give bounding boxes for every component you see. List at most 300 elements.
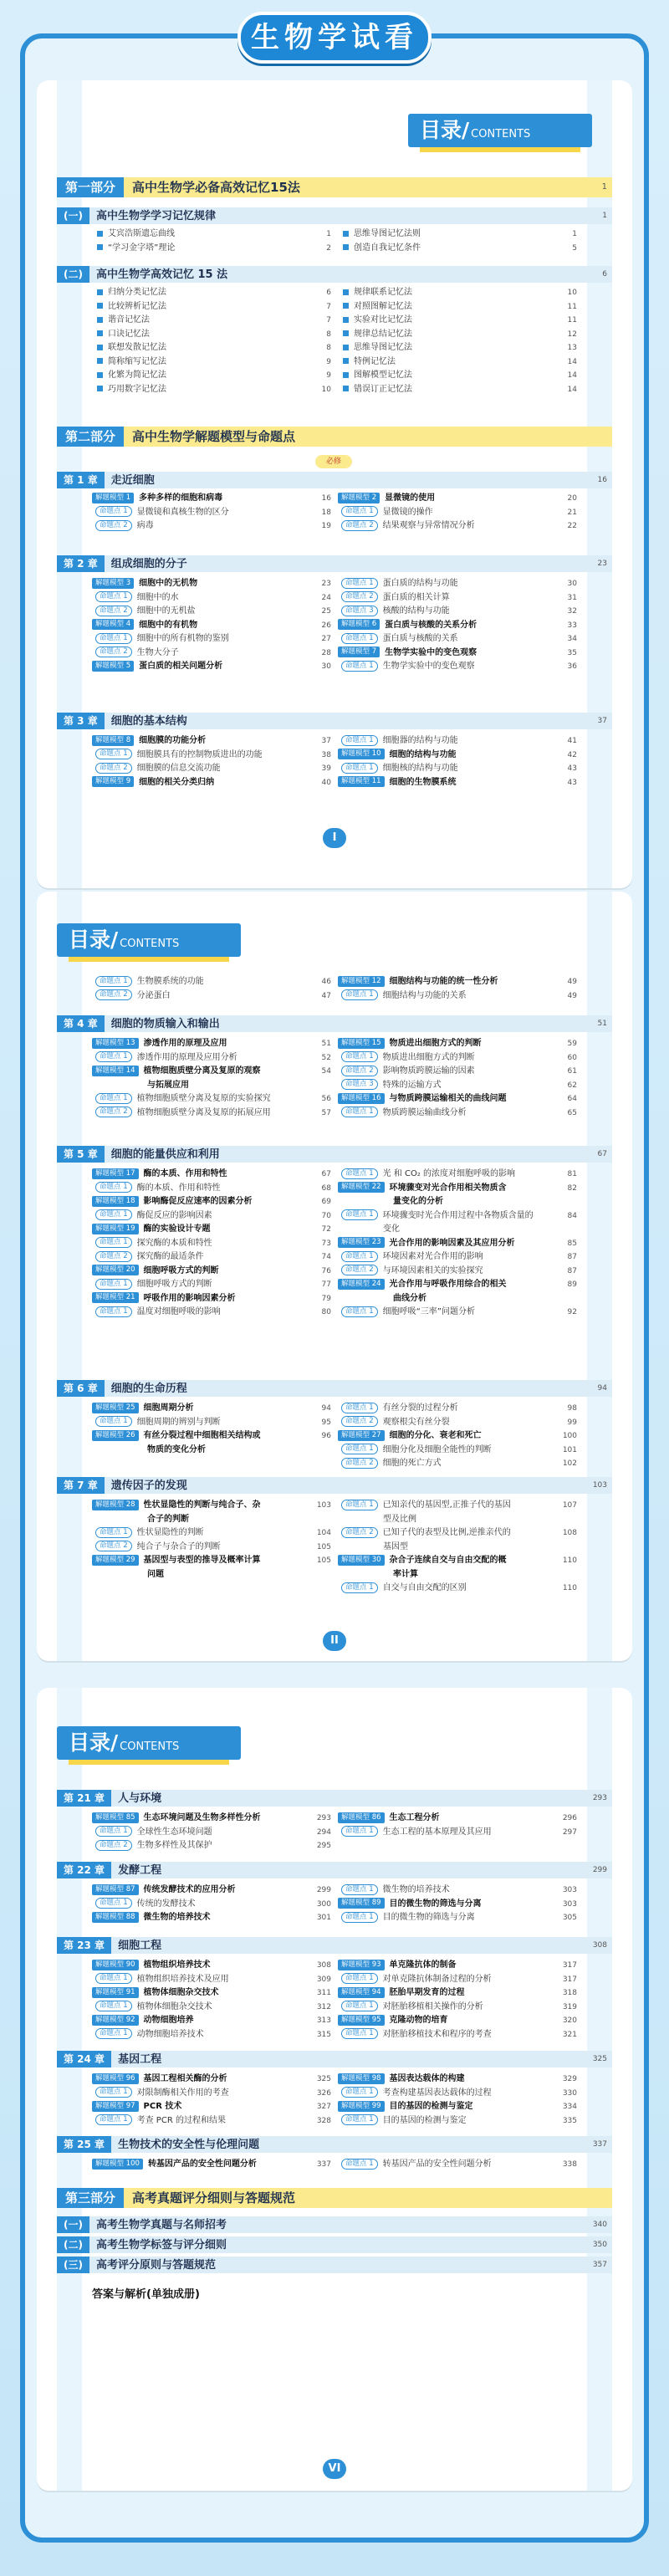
toc-entry[interactable] (338, 762, 577, 776)
toc-entry[interactable] (338, 227, 577, 242)
chapter-heading[interactable] (57, 1146, 612, 1163)
toc-entry[interactable] (92, 776, 331, 790)
toc-entry[interactable] (92, 734, 331, 749)
toc-column (338, 492, 577, 534)
toc-entry[interactable] (92, 1306, 331, 1320)
chapter-heading-page: 299 (592, 1866, 607, 1874)
bullet-icon (343, 231, 349, 237)
toc-entry[interactable] (92, 1079, 331, 1093)
bullet-icon (343, 372, 349, 378)
model-label: 解题模型 86 (338, 1812, 385, 1823)
toc-entry[interactable] (338, 1526, 577, 1541)
toc-entry[interactable] (338, 2114, 577, 2129)
toc-entry[interactable] (92, 1911, 331, 1925)
point-label: 命题点 1 (95, 1237, 132, 1248)
toc-column (338, 1499, 577, 1596)
toc-entry[interactable] (92, 1526, 331, 1541)
section-heading[interactable] (57, 266, 612, 283)
toc-entry[interactable] (338, 1402, 577, 1416)
entry-title: 巧用数字记忆法 (108, 384, 166, 394)
entry-page: 103 (316, 1501, 331, 1510)
toc-entry[interactable] (338, 328, 577, 342)
toc-column (92, 975, 331, 1003)
point-label: 命题点 2 (341, 1527, 378, 1538)
point-label: 命题点 2 (95, 1251, 132, 1262)
toc-entry[interactable] (92, 605, 331, 619)
entry-page: 69 (321, 1198, 331, 1206)
toc-entry[interactable] (92, 762, 331, 776)
entry-title: 环境骤变对光合作用相关物质含 (389, 1183, 507, 1193)
entry-title: 影响酶促反应速率的因素分析 (143, 1197, 253, 1206)
toc-entry[interactable] (338, 1826, 577, 1840)
point-label: 命题点 1 (95, 2087, 132, 2098)
section-heading-tag: (一) (57, 207, 89, 224)
toc-entry[interactable] (338, 619, 577, 633)
toc-entry[interactable] (92, 1182, 331, 1196)
point-label: 命题点 1 (95, 633, 132, 644)
entry-page: 43 (567, 764, 577, 773)
bullet-icon (97, 330, 103, 336)
toc-entry[interactable] (338, 383, 577, 397)
chapter-heading[interactable] (57, 555, 612, 572)
entry-title: 细胞分化及细胞全能性的判断 (382, 1444, 492, 1454)
toc-entry[interactable] (338, 1037, 577, 1051)
toc-entry[interactable] (92, 492, 331, 506)
toc-entry[interactable] (92, 1429, 331, 1444)
point-label: 命题点 2 (341, 1458, 378, 1469)
toc-entry[interactable] (338, 1223, 577, 1237)
entry-page: 337 (316, 2160, 331, 2169)
toc-entry[interactable] (92, 2001, 331, 2015)
toc-column (92, 1812, 331, 1853)
bullet-icon (97, 386, 103, 391)
entry-title: 多种多样的细胞和病毒 (139, 493, 223, 503)
toc-entry[interactable] (92, 1250, 331, 1265)
toc-entry[interactable] (92, 1839, 331, 1853)
chapter-heading[interactable] (57, 1862, 612, 1878)
part-heading[interactable] (57, 177, 612, 197)
toc-entry[interactable] (92, 1986, 331, 2001)
toc-entry[interactable] (338, 1278, 577, 1292)
toc-entry[interactable] (338, 355, 577, 370)
bullet-icon (343, 289, 349, 295)
chapter-heading[interactable] (57, 1477, 612, 1494)
toc-entry[interactable] (338, 2073, 577, 2087)
toc-entry[interactable] (92, 1051, 331, 1066)
chapter-heading[interactable] (57, 2136, 612, 2153)
toc-entry[interactable] (92, 1195, 331, 1209)
toc-entry[interactable] (338, 1554, 577, 1568)
toc-entry[interactable] (338, 660, 577, 674)
toc-entry[interactable] (92, 591, 331, 606)
toc-entry[interactable] (92, 1168, 331, 1182)
toc-entry[interactable] (338, 577, 577, 591)
toc-entry[interactable] (92, 519, 331, 534)
toc-entry[interactable] (92, 1037, 331, 1051)
entry-page: 296 (562, 1814, 577, 1822)
chapter-heading[interactable] (57, 1790, 612, 1807)
toc-entry[interactable] (92, 2073, 331, 2087)
toc-entry[interactable] (92, 975, 331, 989)
entry-page: 92 (567, 1308, 577, 1316)
toc-entry[interactable] (92, 314, 331, 328)
model-label: 解题模型 10 (338, 749, 385, 759)
entry-page: 41 (567, 737, 577, 745)
toc-entry[interactable] (92, 660, 331, 674)
toc-entry[interactable] (92, 1092, 331, 1107)
entry-page: 301 (316, 1914, 331, 1922)
toc-entry[interactable] (338, 369, 577, 383)
toc-entry[interactable] (92, 2100, 331, 2114)
toc-entry[interactable] (338, 632, 577, 647)
entry-title: 酶的实验设计专题 (143, 1224, 211, 1234)
toc-entry[interactable] (338, 1209, 577, 1224)
toc-column (338, 1883, 577, 1925)
entry-title: 细胞中的无机物 (139, 579, 198, 588)
toc-entry[interactable] (338, 1250, 577, 1265)
entry-title: 目的微生物的筛选与分离 (389, 1899, 482, 1909)
toc-entry[interactable] (338, 776, 577, 790)
toc-entry[interactable] (338, 975, 577, 989)
part-heading-tag: 第三部分 (57, 2188, 124, 2208)
toc-subtitle: CONTENTS (471, 128, 531, 141)
toc-entry[interactable] (92, 506, 331, 520)
section-heading[interactable] (57, 207, 612, 224)
toc-entry[interactable] (92, 1513, 331, 1527)
toc-entry[interactable] (338, 1582, 577, 1596)
toc-entry[interactable] (338, 1541, 577, 1555)
toc-entry[interactable] (338, 1883, 577, 1898)
page-title: 生物学试看 (237, 12, 432, 64)
entry-title: 纯合子与杂合子的判断 (136, 1541, 221, 1551)
entry-title: 已知子代的表型及比例,逆推亲代的 (382, 1528, 511, 1537)
toc-entry[interactable] (338, 1306, 577, 1320)
part-heading[interactable] (57, 2188, 612, 2208)
toc-entry[interactable] (92, 1883, 331, 1898)
entry-page: 77 (321, 1280, 331, 1289)
toc-entry[interactable] (92, 286, 331, 300)
toc-entry[interactable] (92, 1402, 331, 1416)
bullet-icon (97, 317, 103, 323)
toc-entry[interactable] (338, 1812, 577, 1826)
point-label: 命题点 1 (95, 1826, 132, 1837)
model-label: 解题模型 97 (92, 2101, 139, 2112)
toc-entry[interactable] (92, 227, 331, 242)
toc-entry[interactable] (92, 242, 331, 256)
chapter-heading[interactable] (57, 472, 612, 488)
toc-entry[interactable] (338, 506, 577, 520)
entry-page: 326 (316, 2088, 331, 2098)
part-heading-tag: 第二部分 (57, 427, 124, 447)
toc-entry[interactable] (338, 1911, 577, 1925)
chapter-heading-title: 细胞的基本结构 (110, 715, 187, 728)
entry-title: 显微镜和真核生物的区分 (136, 507, 229, 517)
chapter-heading-title: 生物技术的安全性与伦理问题 (118, 2139, 260, 2151)
toc-entry[interactable] (92, 1278, 331, 1292)
entry-page: 51 (321, 1040, 331, 1048)
model-label: 解题模型 26 (92, 1430, 139, 1441)
entry-page: 87 (567, 1253, 577, 1261)
toc-title: 目录 (420, 118, 462, 142)
chapter-heading-page: 16 (597, 476, 607, 484)
entry-page: 74 (321, 1253, 331, 1261)
toc-entry[interactable] (92, 1898, 331, 1912)
toc-heading-underline (420, 147, 580, 152)
model-label: 解题模型 6 (338, 619, 380, 630)
toc-entry[interactable] (338, 2087, 577, 2101)
point-label: 命题点 1 (95, 506, 132, 517)
entry-title: 细胞中的无机盐 (136, 606, 196, 616)
toc-entry[interactable] (92, 619, 331, 633)
entry-page: 107 (562, 1501, 577, 1510)
toc-entry[interactable] (92, 2087, 331, 2101)
point-label: 命题点 1 (95, 1279, 132, 1290)
point-label: 命题点 1 (95, 1051, 132, 1062)
toc-entry[interactable] (338, 1444, 577, 1458)
section-heading-page: 340 (592, 2221, 607, 2229)
entry-title: 细胞呼吸方式的判断 (143, 1265, 219, 1275)
toc-entry[interactable] (338, 1568, 577, 1582)
entry-page: 11 (567, 302, 577, 311)
toc-entry[interactable] (338, 1973, 577, 1987)
point-label: 命题点 1 (95, 2114, 132, 2125)
toc-entry[interactable] (338, 1513, 577, 1527)
toc-entry[interactable] (92, 1209, 331, 1224)
toc-entry[interactable] (338, 1237, 577, 1251)
section-heading[interactable] (57, 2257, 612, 2273)
toc-entry[interactable] (338, 341, 577, 355)
part-heading-tag: 第一部分 (57, 177, 124, 197)
bullet-icon (343, 386, 349, 391)
entry-page: 57 (321, 1108, 331, 1117)
entry-title: 物质进出细胞方式的判断 (389, 1039, 482, 1048)
chapter-heading[interactable] (57, 1937, 612, 1954)
model-label: 解题模型 3 (92, 578, 134, 589)
toc-entry[interactable] (338, 1051, 577, 1066)
toc-entry[interactable] (92, 1292, 331, 1306)
toc-entry[interactable] (338, 1457, 577, 1471)
toc-entry[interactable] (338, 2100, 577, 2114)
entry-title: 光合作用与呼吸作用综合的相关 (389, 1280, 507, 1289)
toc-entry[interactable] (338, 1092, 577, 1107)
point-label: 命题点 1 (341, 578, 378, 589)
toc-entry[interactable] (92, 647, 331, 661)
entry-title: 呼吸作用的影响因素分析 (143, 1293, 236, 1303)
toc-subtitle: CONTENTS (120, 938, 180, 950)
chapter-heading-title: 细胞工程 (118, 1940, 162, 1952)
point-label: 命题点 2 (341, 591, 378, 602)
chapter-heading[interactable] (57, 1015, 612, 1032)
toc-entry[interactable] (92, 300, 331, 314)
entry-title: 与拓展应用 (147, 1080, 189, 1090)
entry-page: 84 (567, 1211, 577, 1220)
point-label: 命题点 1 (341, 1884, 378, 1895)
toc-entry[interactable] (92, 1959, 331, 1973)
entry-title: 核酸的结构与功能 (382, 606, 450, 616)
toc-column (338, 577, 577, 674)
point-label: 命题点 1 (95, 2028, 132, 2039)
toc-entry[interactable] (92, 1554, 331, 1568)
entry-title: 生物学实验中的变色观察 (385, 647, 477, 657)
entry-page: 56 (321, 1095, 331, 1103)
toc-entry[interactable] (92, 1107, 331, 1121)
toc-entry[interactable] (92, 1416, 331, 1430)
section-heading-title: 高中生物学高效记忆 15 法 (95, 268, 228, 281)
model-label: 解题模型 95 (338, 2015, 385, 2026)
toc-entry[interactable] (92, 1826, 331, 1840)
page-number: II (323, 1631, 346, 1651)
toc-entry[interactable] (92, 355, 331, 370)
section-heading[interactable] (57, 2236, 612, 2253)
toc-entry[interactable] (92, 577, 331, 591)
entry-page: 305 (562, 1914, 577, 1922)
toc-entry[interactable] (338, 1898, 577, 1912)
entry-page: 14 (567, 357, 577, 366)
toc-entry[interactable] (92, 2114, 331, 2129)
toc-entry[interactable] (92, 328, 331, 342)
point-label: 命题点 1 (341, 989, 378, 1000)
toc-entry[interactable] (92, 749, 331, 763)
entry-title: 思维导图记忆法则 (354, 229, 421, 238)
toc-title: 目录 (69, 1730, 111, 1755)
model-label: 解题模型 92 (92, 2015, 139, 2026)
entry-page: 95 (321, 1418, 331, 1427)
toc-entry[interactable] (92, 2014, 331, 2028)
toc-entry[interactable] (92, 369, 331, 383)
toc-entry[interactable] (338, 591, 577, 606)
toc-entry[interactable] (338, 1986, 577, 2001)
entry-page: 32 (567, 607, 577, 616)
toc-entry[interactable] (338, 1416, 577, 1430)
entry-page: 2 (326, 243, 331, 253)
entry-page: 308 (316, 1961, 331, 1970)
model-label: 解题模型 17 (92, 1168, 139, 1179)
toc-entry[interactable] (338, 1182, 577, 1196)
toc-entry[interactable] (338, 1499, 577, 1513)
chapter-heading-title: 基因工程 (118, 2053, 162, 2066)
chapter-heading-tag: 第 25 章 (57, 2136, 111, 2153)
toc-column (92, 1883, 331, 1925)
toc-heading: 目录/ CONTENTS (408, 114, 592, 147)
toc-entry[interactable] (338, 1168, 577, 1182)
toc-entry[interactable] (338, 300, 577, 314)
chapter-heading[interactable] (57, 713, 612, 729)
section-heading[interactable] (57, 2216, 612, 2233)
toc-entry[interactable] (92, 1541, 331, 1555)
toc-entry[interactable] (92, 1223, 331, 1237)
chapter-heading-page: 51 (597, 1020, 607, 1028)
entry-title: 生态环境问题及生物多样性分析 (143, 1813, 261, 1822)
entry-page: 10 (567, 289, 577, 297)
toc-entry[interactable] (92, 1444, 331, 1458)
entry-title: 全球性生态环境问题 (136, 1827, 212, 1837)
toc-entry[interactable] (92, 1568, 331, 1582)
toc-entry[interactable] (338, 2158, 577, 2172)
toc-entry[interactable] (338, 242, 577, 256)
toc-entry[interactable] (92, 1237, 331, 1251)
part-heading[interactable] (57, 427, 612, 447)
entry-page: 73 (321, 1239, 331, 1248)
toc-entry[interactable] (92, 989, 331, 1004)
toc-entry[interactable] (92, 1973, 331, 1987)
entry-page: 313 (316, 2016, 331, 2025)
toc-entry[interactable] (338, 1265, 577, 1279)
toc-entry[interactable] (338, 1065, 577, 1079)
toc-heading: 目录/ CONTENTS (57, 1726, 241, 1760)
toc-entry[interactable] (338, 1195, 577, 1209)
toc-entry[interactable] (338, 1292, 577, 1306)
entry-page: 31 (567, 593, 577, 602)
entry-title: 细胞膜的信息交流功能 (136, 764, 221, 773)
toc-entry[interactable] (92, 1065, 331, 1079)
entry-title: 细胞呼吸方式的判断 (136, 1280, 212, 1289)
entry-page: 108 (562, 1529, 577, 1537)
toc-entry[interactable] (338, 286, 577, 300)
toc-entry[interactable] (338, 314, 577, 328)
entry-title: 蛋白质的结构与功能 (382, 579, 458, 588)
entry-page: 99 (567, 1418, 577, 1427)
toc-entry[interactable] (338, 1107, 577, 1121)
toc-entry[interactable] (338, 492, 577, 506)
entry-page: 33 (567, 621, 577, 630)
point-label: 命题点 1 (95, 1973, 132, 1984)
toc-entry[interactable] (338, 749, 577, 763)
chapter-heading[interactable] (57, 2051, 612, 2067)
toc-column (92, 1499, 331, 1582)
toc-entry[interactable] (92, 1812, 331, 1826)
toc-entry[interactable] (92, 2158, 331, 2172)
entry-page: 36 (567, 662, 577, 671)
toc-entry[interactable] (338, 647, 577, 661)
toc-entry[interactable] (338, 519, 577, 534)
model-label: 解题模型 8 (92, 735, 134, 746)
toc-entry[interactable] (338, 1959, 577, 1973)
bullet-icon (97, 231, 103, 237)
toc-entry[interactable] (92, 632, 331, 647)
chapter-heading-title: 走近细胞 (110, 474, 155, 487)
entry-page: 317 (562, 1975, 577, 1984)
toc-heading: 目录/ CONTENTS (57, 923, 241, 957)
toc-column (92, 286, 331, 396)
toc-entry[interactable] (338, 1429, 577, 1444)
point-label: 命题点 2 (95, 1107, 132, 1117)
entry-page: 110 (562, 1556, 577, 1565)
toc-entry[interactable] (338, 605, 577, 619)
toc-entry[interactable] (92, 2028, 331, 2042)
toc-entry[interactable] (338, 2028, 577, 2042)
chapter-heading[interactable] (57, 1380, 612, 1397)
entry-page: 319 (562, 2002, 577, 2011)
toc-entry[interactable] (338, 2001, 577, 2015)
model-label: 解题模型 100 (92, 2159, 143, 2170)
toc-entry[interactable] (92, 383, 331, 397)
toc-entry[interactable] (338, 1079, 577, 1093)
toc-entry[interactable] (338, 734, 577, 749)
entry-page: 46 (321, 978, 331, 986)
point-label: 命题点 2 (341, 1066, 378, 1076)
toc-entry[interactable] (338, 2014, 577, 2028)
entry-page: 39 (321, 764, 331, 773)
entry-page: 5 (572, 243, 577, 253)
toc-entry[interactable] (92, 1499, 331, 1513)
entry-title: 细胞结构与功能的关系 (382, 990, 467, 1000)
point-label: 命题点 1 (95, 1209, 132, 1220)
toc-entry[interactable] (338, 989, 577, 1004)
entry-page: 328 (316, 2116, 331, 2125)
toc-entry[interactable] (92, 341, 331, 355)
point-label: 命题点 1 (95, 976, 132, 987)
toc-entry[interactable] (92, 1265, 331, 1279)
